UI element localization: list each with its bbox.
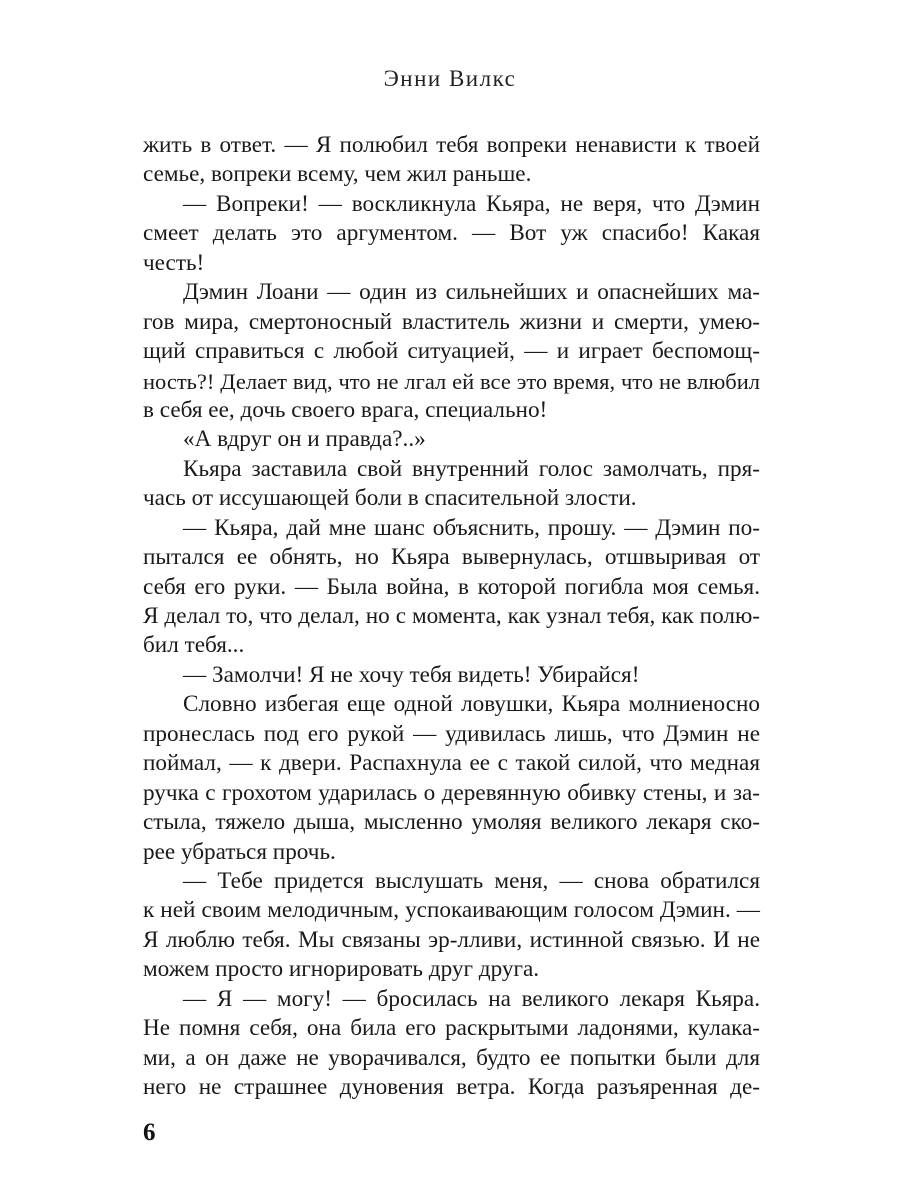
page-number: 6 — [143, 1119, 156, 1146]
text-line: ность?! Делает вид, что не лгал ей все это время, что не влюбил — [143, 368, 760, 394]
text-line: гов мира, смертоносный властитель жизни и смерти, умею- — [143, 308, 760, 335]
text-line: ручка с грохотом ударилась о деревянную обивку стены, и за- — [143, 779, 760, 806]
running-title: Энни Вилкс — [383, 66, 517, 91]
text-line: стыла, тяжело дыша, мысленно умоляя великого лекаря ско- — [143, 809, 760, 836]
text-line: рее убраться прочь. — [143, 838, 336, 865]
text-line: к ней своим мелодичным, успокаивающим голосом Дэмин. — — [143, 897, 760, 924]
text-line: жить в ответ. — Я полюбил тебя вопреки ненависти к твоей — [143, 132, 760, 158]
text-line: Не помня себя, она била его раскрытыми ладонями, кулака- — [143, 1015, 760, 1042]
text-line: — Замолчи! Я не хочу тебя видеть! Убирайся! — [183, 661, 640, 688]
text-line: чась от иссушающей боли в спасительной злости. — [143, 485, 637, 512]
text-line: — Я — могу! — бросилась на великого лекаря Кьяра. — [183, 985, 760, 1012]
text-line: Словно избегая еще одной ловушки, Кьяра молниеносно — [183, 691, 760, 718]
text-line: пытался ее обнять, но Кьяра вывернулась, отшвыривая от — [143, 544, 760, 571]
text-line: — Кьяра, дай мне шанс объяснить, прошу. — Дэмин по- — [183, 514, 760, 541]
text-line: Дэмин Лоани — один из сильнейших и опаснейших ма- — [183, 279, 760, 306]
text-line: «А вдруг он и правда?..» — [183, 426, 426, 453]
text-line: можем просто игнорировать друг друга. — [143, 956, 540, 983]
body-text — [143, 131, 760, 1102]
text-line: — Вопреки! — воскликнула Кьяра, не веря, что Дэмин — [183, 190, 760, 217]
text-line: себя его руки. — Была война, в которой погибла моя семья. — [143, 573, 760, 600]
text-line: семье, вопреки всему, чем жил раньше. — [143, 161, 532, 188]
text-line: честь! — [143, 249, 205, 276]
text-line: Кьяра заставила свой внутренний голос замолчать, пря- — [183, 455, 760, 482]
text-line: смеет делать это аргументом. — Вот уж спасибо! Какая — [143, 220, 760, 247]
text-line: ми, а он даже не уворачивался, будто ее попытки были для — [143, 1044, 760, 1071]
text-line: поймал, — к двери. Распахнула ее с такой силой, что медная — [143, 750, 760, 777]
text-line: Я люблю тебя. Мы связаны эр-лливи, истинной связью. И не — [143, 926, 760, 953]
text-line: — Тебе придется выслушать меня, — снова обратился — [183, 867, 760, 894]
text-line: пронеслась под его рукой — удивилась лишь, что Дэмин не — [143, 720, 760, 747]
text-line: щий справиться с любой ситуацией, — и играет беспомощ- — [143, 338, 760, 365]
text-line: бил тебя... — [143, 632, 245, 659]
text-line: него не страшнее дуновения ветра. Когда разъяренная де- — [143, 1074, 760, 1100]
text-line: Я делал то, что делал, но с момента, как узнал тебя, как полю- — [143, 603, 760, 629]
text-line: в себя ее, дочь своего врага, специально! — [143, 396, 548, 423]
